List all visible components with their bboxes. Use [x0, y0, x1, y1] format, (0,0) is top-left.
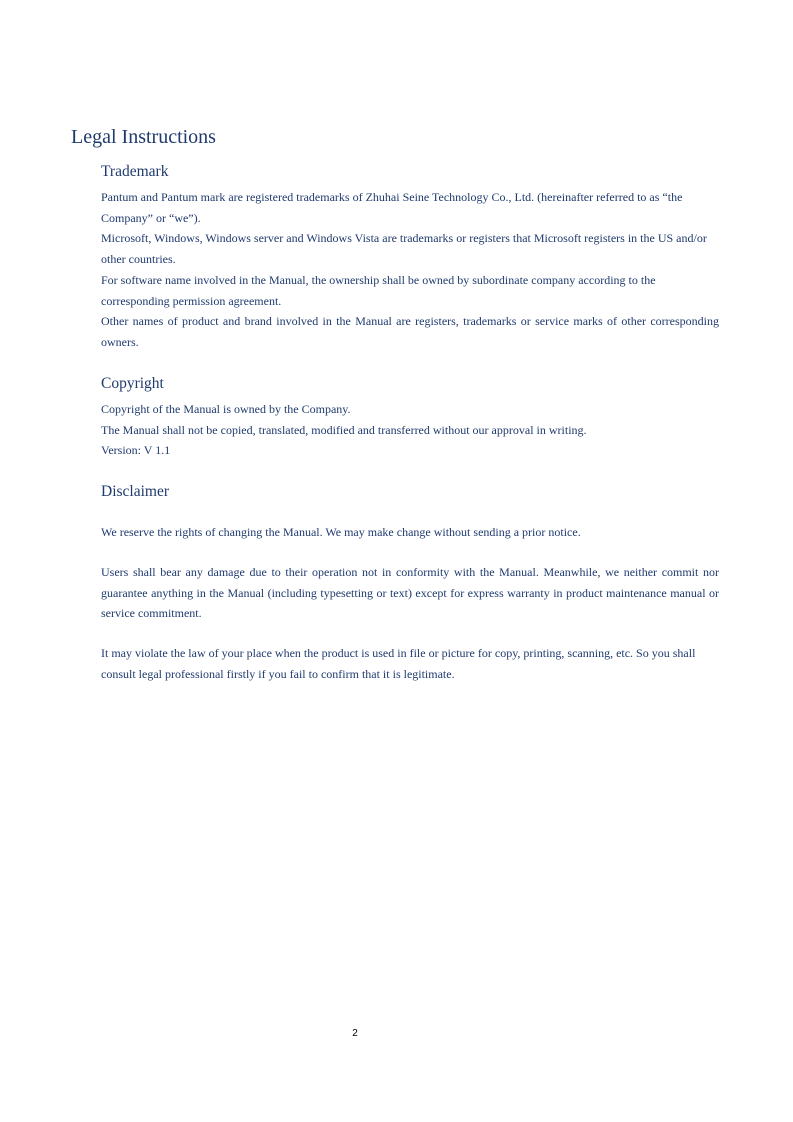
- disclaimer-paragraph: Users shall bear any damage due to their operation not in conformity with the Manual. Meanwhile, we neither commit nor guarantee anything in the Manual (including typesetting or text) except for express warranty in product maintenance manual or service commitment.: [101, 565, 719, 621]
- disclaimer-paragraph-3: [101, 643, 719, 684]
- trademark-section: [101, 187, 719, 353]
- disclaimer-paragraph-2: [101, 562, 719, 624]
- trademark-paragraph: For software name involved in the Manual, the ownership shall be owned by subordinate company according to the corresponding permission agreement.: [101, 272, 656, 308]
- copyright-paragraph: The Manual shall not be copied, translated, modified and transferred without our approval in writing.: [101, 422, 587, 437]
- page-number: 2: [352, 1028, 358, 1039]
- copyright-heading: Copyright: [101, 375, 164, 392]
- trademark-paragraph: Microsoft, Windows, Windows server and Windows Vista are trademarks or registers that Microsoft registers in the US and/or other countries.: [101, 231, 707, 267]
- page-title: Legal Instructions: [71, 126, 216, 148]
- copyright-section: [101, 399, 719, 461]
- trademark-paragraph: Pantum and Pantum mark are registered trademarks of Zhuhai Seine Technology Co., Ltd. (hereinafter referred to as “the Company” or “we”).: [101, 190, 683, 225]
- trademark-paragraph: Other names of product and brand involved in the Manual are registers, trademarks or service marks of other corresponding owners.: [101, 314, 719, 349]
- version-text: Version: V 1.1: [101, 443, 171, 458]
- disclaimer-paragraph: It may violate the law of your place when the product is used in file or picture for copy, printing, scanning, etc. So you shall consult legal professional firstly if you fail to confirm that it is legitimate.: [101, 646, 696, 681]
- disclaimer-paragraph: We reserve the rights of changing the Manual. We may make change without sending a prior notice.: [101, 525, 581, 539]
- disclaimer-heading: Disclaimer: [101, 483, 170, 500]
- disclaimer-paragraph-1: [101, 522, 719, 543]
- copyright-paragraph: Copyright of the Manual is owned by the Company.: [101, 402, 351, 416]
- trademark-heading: Trademark: [101, 163, 169, 180]
